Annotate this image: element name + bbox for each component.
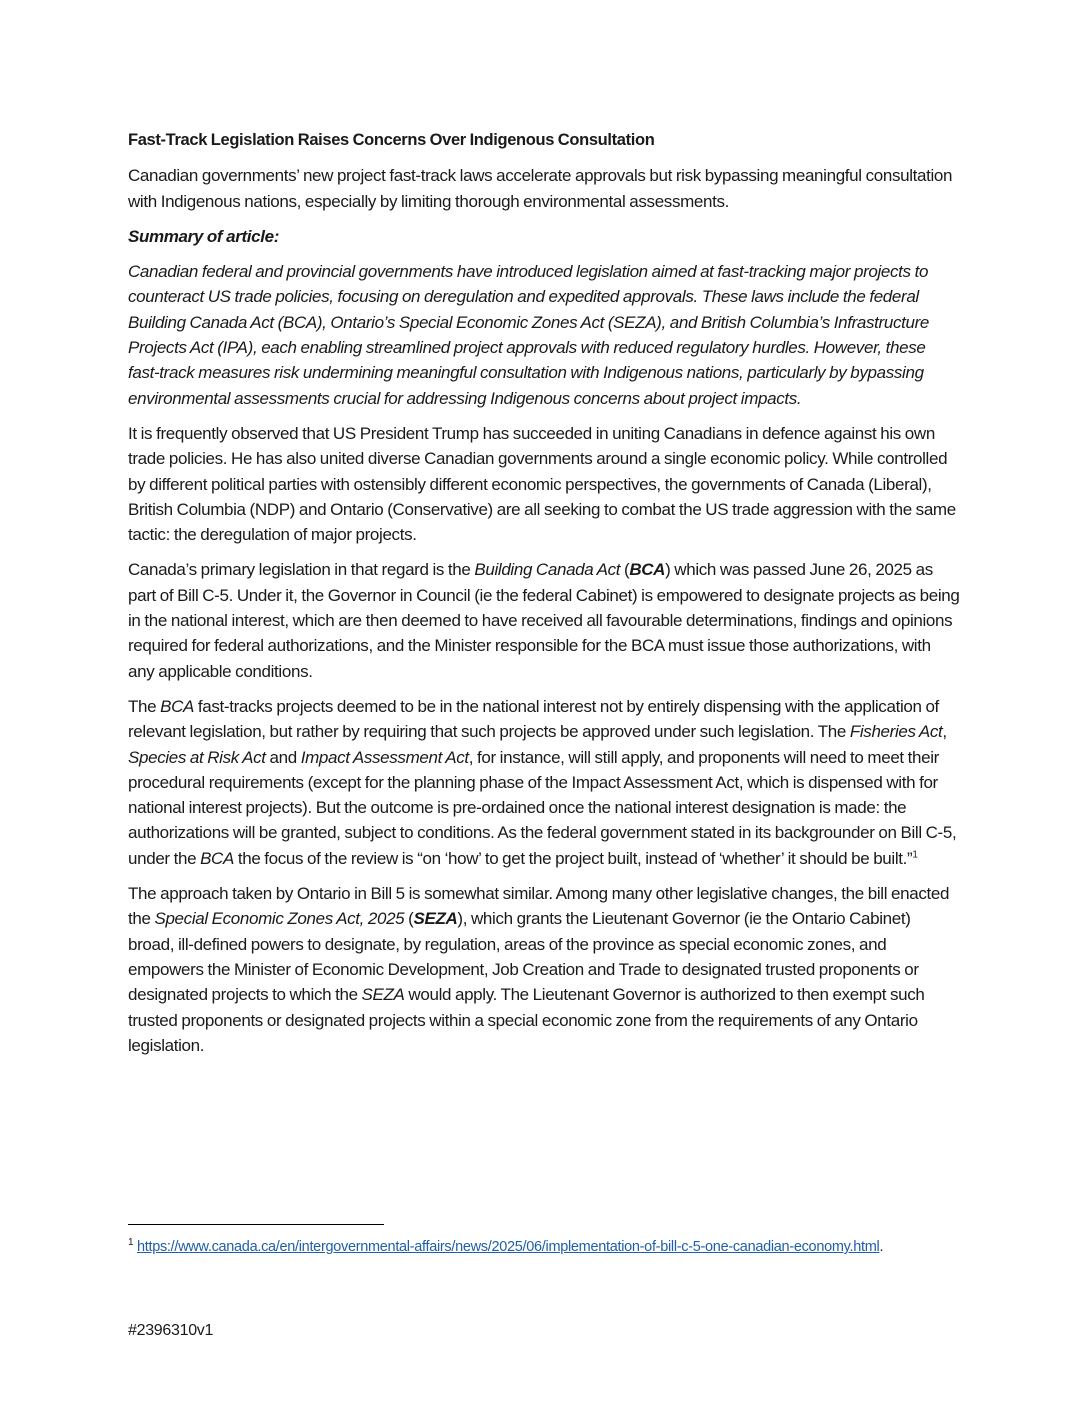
summary-heading: Summary of article: [128,226,280,246]
paragraph-2: Canada’s primary legislation in that regard is the Building Canada Act (BCA) which was passed June 26, 2025 as part of Bill C-5. Under it, the Governor in Council (ie the federal Cabinet) is empowered to designate projects as being in the national interest, which are then deemed to have received all favourable determinations, findings and opinions required for federal authorizations, and the Minister responsible for the BCA must issue those authorizations, with any applicable conditions. [128,560,960,681]
document-id: #2396310v1 [128,1322,214,1339]
act-abbreviation: BCA [629,560,666,580]
act-name: Building Canada Act [474,560,621,580]
document-body [128,128,960,1068]
paragraph-3: The BCA fast-tracks projects deemed to be in the national interest not by entirely dispensing with the application of relevant legislation, but rather by requiring that such projects be approved under such legislation. The Fisheries Act, Species at Risk Act and Impact Assessment Act, for instance, will still apply, and proponents will need to meet their procedural requirements (except for the planning phase of the Impact Assessment Act, which is dispensed with for national interest projects). But the outcome is pre-ordained once the national interest designation is made: the authorizations will be granted, subject to conditions. As the federal government stated in its backgrounder on Bill C-5, under the BCA the focus of the review is “on ‘how’ to get the project built, instead of ‘whether’ it should be built.”$^1$ [128,696,957,868]
article-subtitle: Canadian governments’ new project fast-track laws accelerate approvals but risk bypassing meaningful consultation with Indigenous nations, especially by limiting thorough environmental assessments. [128,166,953,211]
article-title: Fast-Track Legislation Raises Concerns Over Indigenous Consultation [128,131,655,149]
paragraph-4: The approach taken by Ontario in Bill 5 is somewhat similar. Among many other legislative changes, the bill enacted the Special Economic Zones Act, 2025 (SEZA), which grants the Lieutenant Governor (ie the Ontario Cabinet) broad, ill-defined powers to designate, by regulation, areas of the province as special economic zones, and empowers the Minister of Economic Development, Job Creation and Trade to designated trusted proponents or designated projects to which the SEZA would apply. The Lieutenant Governor is authorized to then exempt such trusted proponents or designated projects within a special economic zone from the requirements of any Ontario legislation. [128,884,950,1055]
footnote-link[interactable]: https://www.canada.ca/en/intergovernmental-affairs/news/2025/06/implementation-of-bill-c-5-one-canadian-economy.html [137,1239,880,1255]
footnote-reference[interactable]: 1 [912,849,918,861]
summary-paragraph: Canadian federal and provincial governments have introduced legislation aimed at fast-tracking major projects to counteract US trade policies, focusing on deregulation and expedited approvals. These laws include the federal Building Canada Act (BCA), Ontario’s Special Economic Zones Act (SEZA), and British Columbia’s Infrastructure Projects Act (IPA), each enabling streamlined project approvals with reduced regulatory hurdles. However, these fast-track measures risk undermining meaningful consultation with Indigenous nations, particularly by bypassing environmental assessments crucial for addressing Indigenous concerns about project impacts. [128,262,929,408]
footnote-number: 1 [128,1237,134,1249]
footnote: $^1$ https://www.canada.ca/en/intergovernmental-affairs/news/2025/06/implementation-of-bill-c-5-one-canadian-economy.html. [128,1237,884,1255]
paragraph-1: It is frequently observed that US President Trump has succeeded in uniting Canadians in defence against his own trade policies. He has also united diverse Canadian governments around a single economic policy. While controlled by different political parties with ostensibly different economic perspectives, the governments of Canada (Liberal), British Columbia (NDP) and Ontario (Conservative) are all seeking to combat the US trade aggression with the same tactic: the deregulation of major projects. [128,423,956,545]
footnote-separator [128,1224,384,1225]
